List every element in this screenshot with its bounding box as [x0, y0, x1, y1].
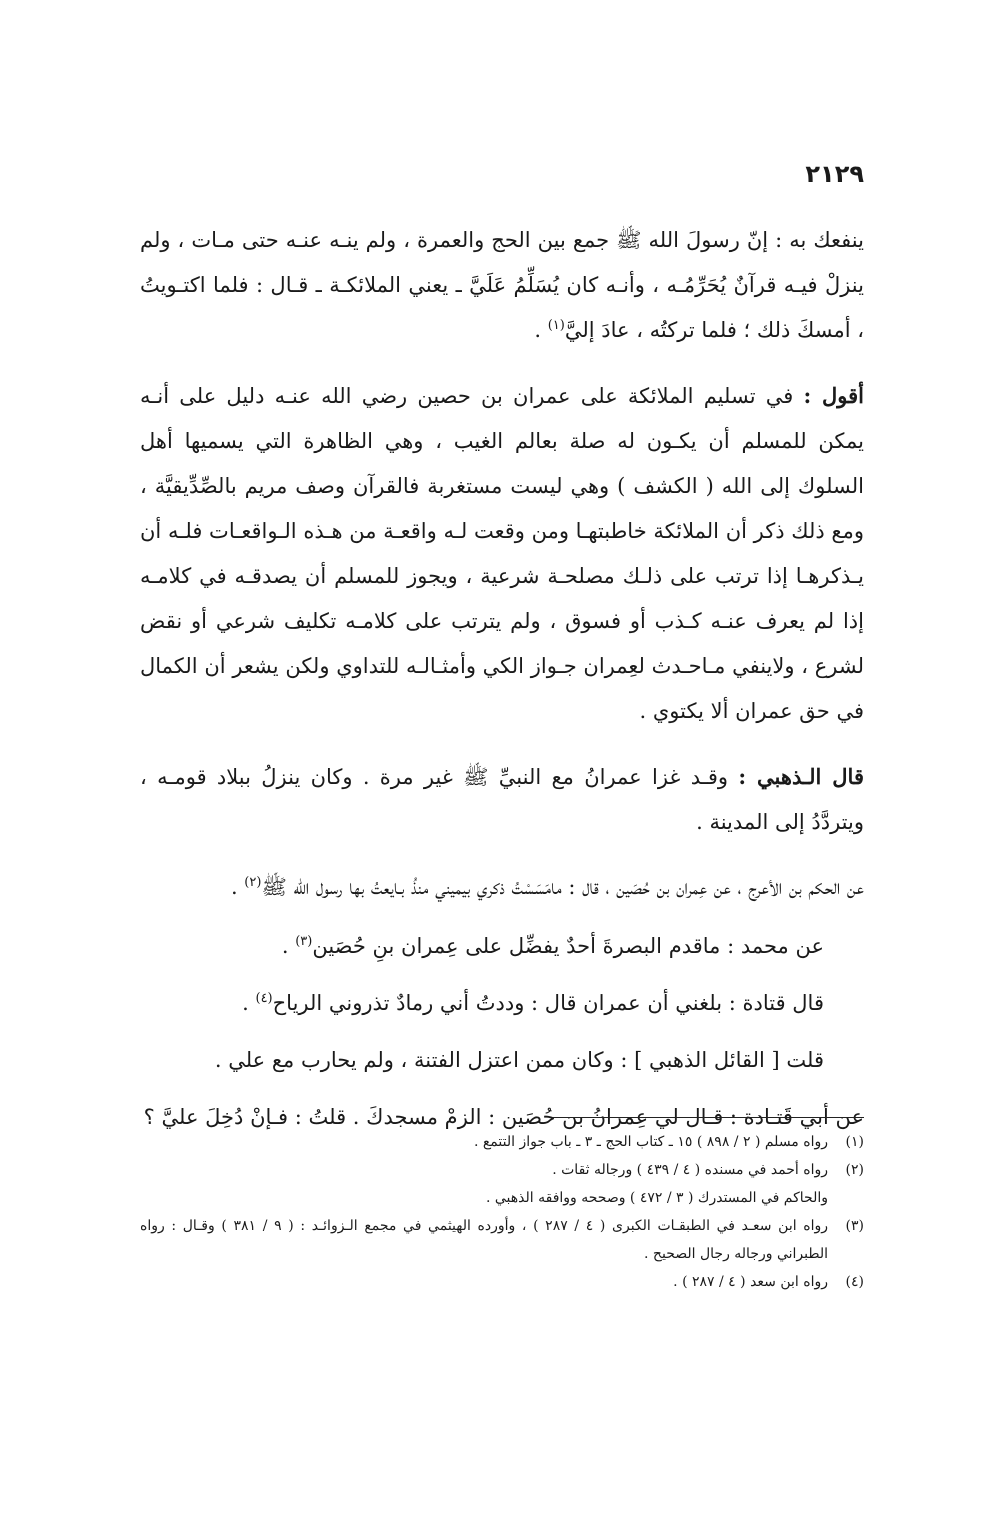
- footnote-ref: (٢): [244, 875, 262, 890]
- paragraph-qatada: [140, 981, 864, 1026]
- paragraph-end: .: [242, 991, 256, 1015]
- footnote-text: رواه مسلم ( ٢ / ٨٩٨ ) ١٥ ـ كتاب الحج ـ ٣ ـ باب جواز التتمع .: [473, 1134, 828, 1150]
- footnote-text: رواه ابن سعـد في الطبقـات الكبرى ( ٤ / ٢٨٧ ) ، وأورده الهيثمي في مجمع الـزوائـد : ( ٩ / ٣٨١ ) وقـال : رواه الطبراني ورجاله رجال الصحيح .: [140, 1218, 829, 1262]
- footnote-number: (٤): [845, 1274, 864, 1290]
- paragraph-hadith-cautery: [140, 218, 864, 353]
- footnote: [140, 1128, 864, 1156]
- footnote-number: (٣): [845, 1218, 864, 1234]
- page-number: ٢١٢٩: [805, 160, 864, 188]
- paragraph-muhammad: [140, 924, 864, 969]
- footnote-text: والحاكم في المستدرك ( ٣ / ٤٧٢ ) وصححه ووافقه الذهبي .: [485, 1190, 828, 1206]
- paragraph-fitna: [140, 1038, 864, 1083]
- footnote-ref: (٤): [255, 991, 273, 1006]
- paragraph-text: عن الحكم بن الأعرج ، عن عِمران بن حُصَين ، قال : مامَسَسْتُ ذكري بيميني منذُ بـايعتُ بها رسول الله ﷺ: [261, 875, 864, 899]
- footnote-number: (٢): [845, 1162, 864, 1178]
- paragraph-text: قلت [ القائل الذهبي ] : وكان ممن اعتزل الفتنة ، ولم يحارب مع علي .: [214, 1048, 824, 1072]
- footnote-continuation: [140, 1184, 864, 1212]
- paragraph-end: .: [230, 875, 245, 899]
- paragraph-text: عن أبي قَتـادة : قـال لي عِمرانُ بن حُصَين : الزمْ مسجدكَ . قلتُ : فـإنْ دُخِلَ عليَّ ؟: [143, 1105, 864, 1129]
- footnote: [140, 1156, 864, 1184]
- paragraph-lead: أقول :: [803, 383, 865, 408]
- footnote: [140, 1212, 864, 1268]
- footnote-text: رواه أحمد في مسنده ( ٤ / ٤٣٩ ) ورجاله ثقات .: [552, 1162, 828, 1178]
- footnote-ref: (١): [547, 318, 565, 333]
- footnotes: [140, 1128, 864, 1296]
- footnote-ref: (٣): [295, 934, 313, 949]
- paragraph-text: ينفعك به : إنّ رسولَ الله ﷺ جمع بين الحج والعمرة ، ولم ينـه عنـه حتى مـات ، ولم ينزلْ فيـه قرآنٌ يُحَرِّمُـه ، وأنـه كان يُسَلِّمُ عَلَيَّ ـ يعني الملائكـة ـ قـال : فلما اكتـويتُ ، أمسكَ ذلك ؛ فلما تركتُه ، عادَ إليَّ: [140, 228, 864, 342]
- paragraph-commentary: [140, 373, 864, 734]
- footnote: [140, 1268, 864, 1296]
- paragraph-text: في تسليم الملائكة على عمران بن حصين رضي الله عنـه دليل على أنـه يمكن للمسلم أن يكـون له صلة بعالم الغيب ، وهي الظاهرة التي يسميها أهل السلوك إلى الله ( الكشف ) وهي ليست مستغربة فالقرآن وصف مريم بالصِّدِّيقيَّة ، ومع ذلك ذكر أن الملائكة خاطبتهـا ومن وقعت لـه واقعـة من هـذه الـواقعـات فلـه أن يـذكرهـا إذا ترتب على ذلـك مصلحـة شرعية ، ويجوز للمسلم أن يصدقـه في كلامـه إذا لم يعرف عنـه كـذب أو فسوق ، ولم يترتب على كلامـه تكليف شرعي أو نقض لشرع ، ولاينفي مـاحـدث لعِمران جـواز الكي وأمثـالـه للتداوي ولكن يشعر أن الكمال في حق عمران ألا يكتوي .: [140, 384, 864, 723]
- footnote-divider: [552, 1117, 864, 1118]
- paragraph-text: وقـد غزا عمرانُ مع النبيِّ ﷺ غير مرة . وكان ينزلُ ببلاد قومـه ، ويتردَّدُ إلى المدينة .: [140, 765, 864, 834]
- paragraph-hakam: [140, 865, 864, 910]
- main-text: [140, 218, 864, 1160]
- paragraph-end: .: [534, 318, 548, 342]
- paragraph-text: قال قتادة : بلغني أن عمران قال : وددتُ أني رمادٌ تذروني الرياح: [272, 991, 824, 1015]
- paragraph-end: .: [281, 934, 296, 958]
- paragraph-dhahabi: [140, 754, 864, 845]
- paragraph-lead: قال الـذهبي :: [738, 764, 864, 789]
- footnote-number: (١): [845, 1134, 864, 1150]
- paragraph-text: عن محمد : ماقدم البصرةَ أحدٌ يفضِّل على عِمران بنِ حُصَين: [312, 934, 824, 958]
- footnote-text: رواه ابن سعد ( ٤ / ٢٨٧ ) .: [673, 1274, 828, 1290]
